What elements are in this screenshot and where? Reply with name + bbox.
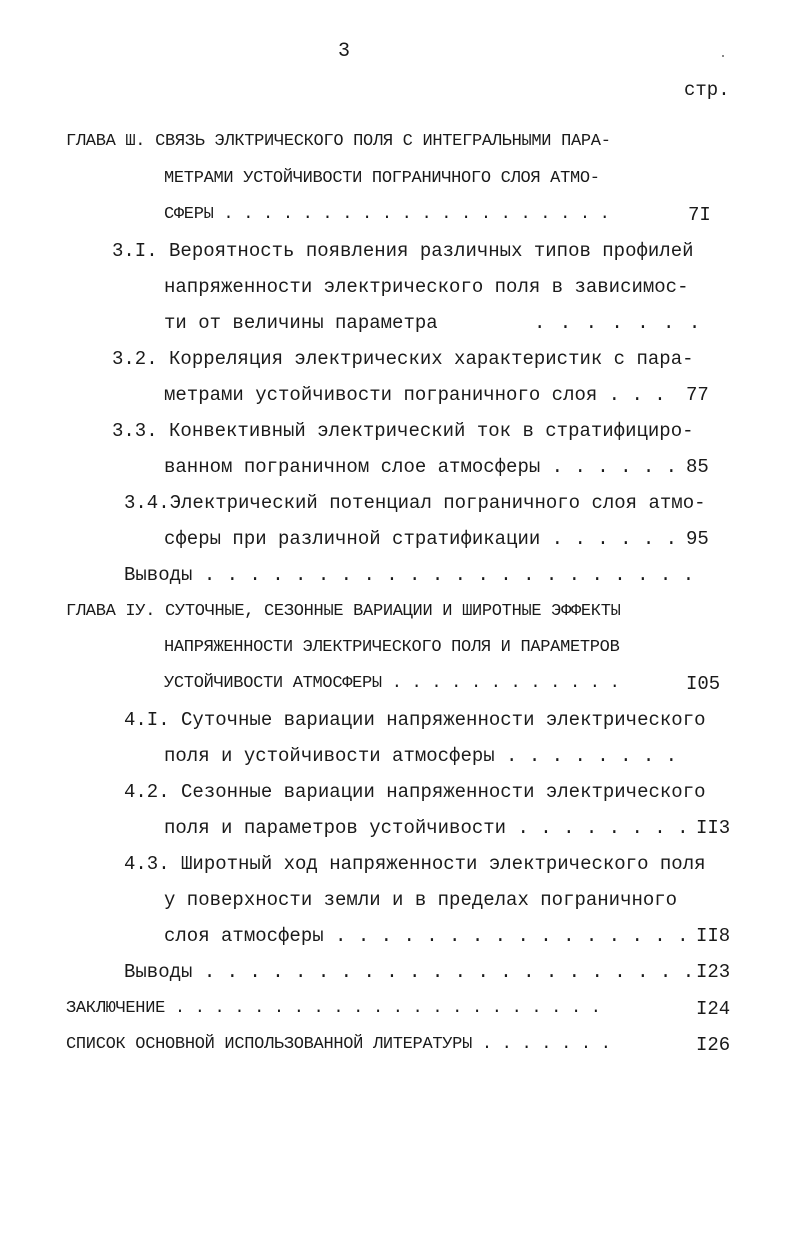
section-3-1-line-1: 3.I. Вероятность появления различных типов профилей — [112, 240, 694, 262]
section-4-2-page: II3 — [696, 817, 731, 839]
page-number: 3 — [338, 40, 351, 63]
chapter-4-title-line-2: НАПРЯЖЕННОСТИ ЭЛЕКТРИЧЕСКОГО ПОЛЯ И ПАРАМЕТРОВ — [164, 638, 620, 657]
section-3-2-line-1: 3.2. Корреляция электрических характеристик с пара- — [112, 348, 694, 370]
bibliography-page: I26 — [696, 1034, 731, 1056]
section-3-2-line-2: метрами устойчивости пограничного слоя . . . — [164, 384, 666, 406]
chapter-3-page: 7I — [688, 204, 711, 226]
section-4-3-line-3: слоя атмосферы . . . . . . . . . . . . . . . . — [164, 925, 689, 947]
section-3-4-line-1: 3.4.Электрический потенциал пограничного слоя атмо- — [124, 492, 706, 514]
conclusion-title: ЗАКЛЮЧЕНИЕ . . . . . . . . . . . . . . . . . . . . . . — [66, 999, 601, 1018]
section-3-3-line-2: ванном пограничном слое атмосферы . . . . . . — [164, 456, 678, 478]
section-4-2-line-1: 4.2. Сезонные вариации напряженности электрического — [124, 781, 706, 803]
chapter-3-title-line-3: СФЕРЫ . . . . . . . . . . . . . . . . . . . . — [164, 205, 610, 224]
section-4-3-line-1: 4.3. Широтный ход напряженности электрического поля — [124, 853, 706, 875]
section-4-1-line-1: 4.I. Суточные вариации напряженности электрического — [124, 709, 706, 731]
section-3-2-page: 77 — [686, 384, 709, 406]
chapter-3-title-line-2: МЕТРАМИ УСТОЙЧИВОСТИ ПОГРАНИЧНОГО СЛОЯ АТМО- — [164, 169, 600, 188]
section-3-3-page: 85 — [686, 456, 709, 478]
chapter-4-title-line-1: ГЛАВА IУ. СУТОЧНЫЕ, СЕЗОННЫЕ ВАРИАЦИИ И ШИРОТНЫЕ ЭФФЕКТЫ — [66, 602, 621, 621]
chapter-3-conclusions: Выводы . . . . . . . . . . . . . . . . . . . . . . — [124, 564, 695, 586]
conclusion-page: I24 — [696, 998, 731, 1020]
section-4-3-page: II8 — [696, 925, 731, 947]
chapter-4-title-line-3: УСТОЙЧИВОСТИ АТМОСФЕРЫ . . . . . . . . . . . . — [164, 674, 620, 693]
section-3-1-line-2: напряженности электрического поля в зависимос- — [164, 276, 689, 298]
section-3-1-leader-dots: . . . . . . . — [534, 312, 702, 334]
scan-speck — [722, 55, 724, 57]
chapter-4-conclusions: Выводы . . . . . . . . . . . . . . . . . . . . . . — [124, 961, 695, 983]
chapter-4-page: I05 — [686, 673, 721, 695]
section-3-3-line-1: 3.3. Конвективный электрический ток в стратифициро- — [112, 420, 694, 442]
chapter-3-title-line-1: ГЛАВА Ш. СВЯЗЬ ЭЛКТРИЧЕСКОГО ПОЛЯ С ИНТЕГРАЛЬНЫМИ ПАРА- — [66, 132, 611, 151]
section-3-4-line-2: сферы при различной стратификации . . . . . . — [164, 528, 678, 550]
section-4-1-line-2: поля и устойчивости атмосферы . . . . . . . . — [164, 745, 678, 767]
bibliography-title: СПИСОК ОСНОВНОЙ ИСПОЛЬЗОВАННОЙ ЛИТЕРАТУРЫ . . . . . . . — [66, 1035, 611, 1054]
chapter-4-conclusions-page: I23 — [696, 961, 731, 983]
section-4-2-line-2: поля и параметров устойчивости . . . . . . . . — [164, 817, 689, 839]
section-3-1-line-3: ти от величины параметра — [164, 312, 438, 334]
page-column-header: стр. — [684, 79, 730, 101]
section-3-4-page: 95 — [686, 528, 709, 550]
section-4-3-line-2: у поверхности земли и в пределах пограничного — [164, 889, 678, 911]
